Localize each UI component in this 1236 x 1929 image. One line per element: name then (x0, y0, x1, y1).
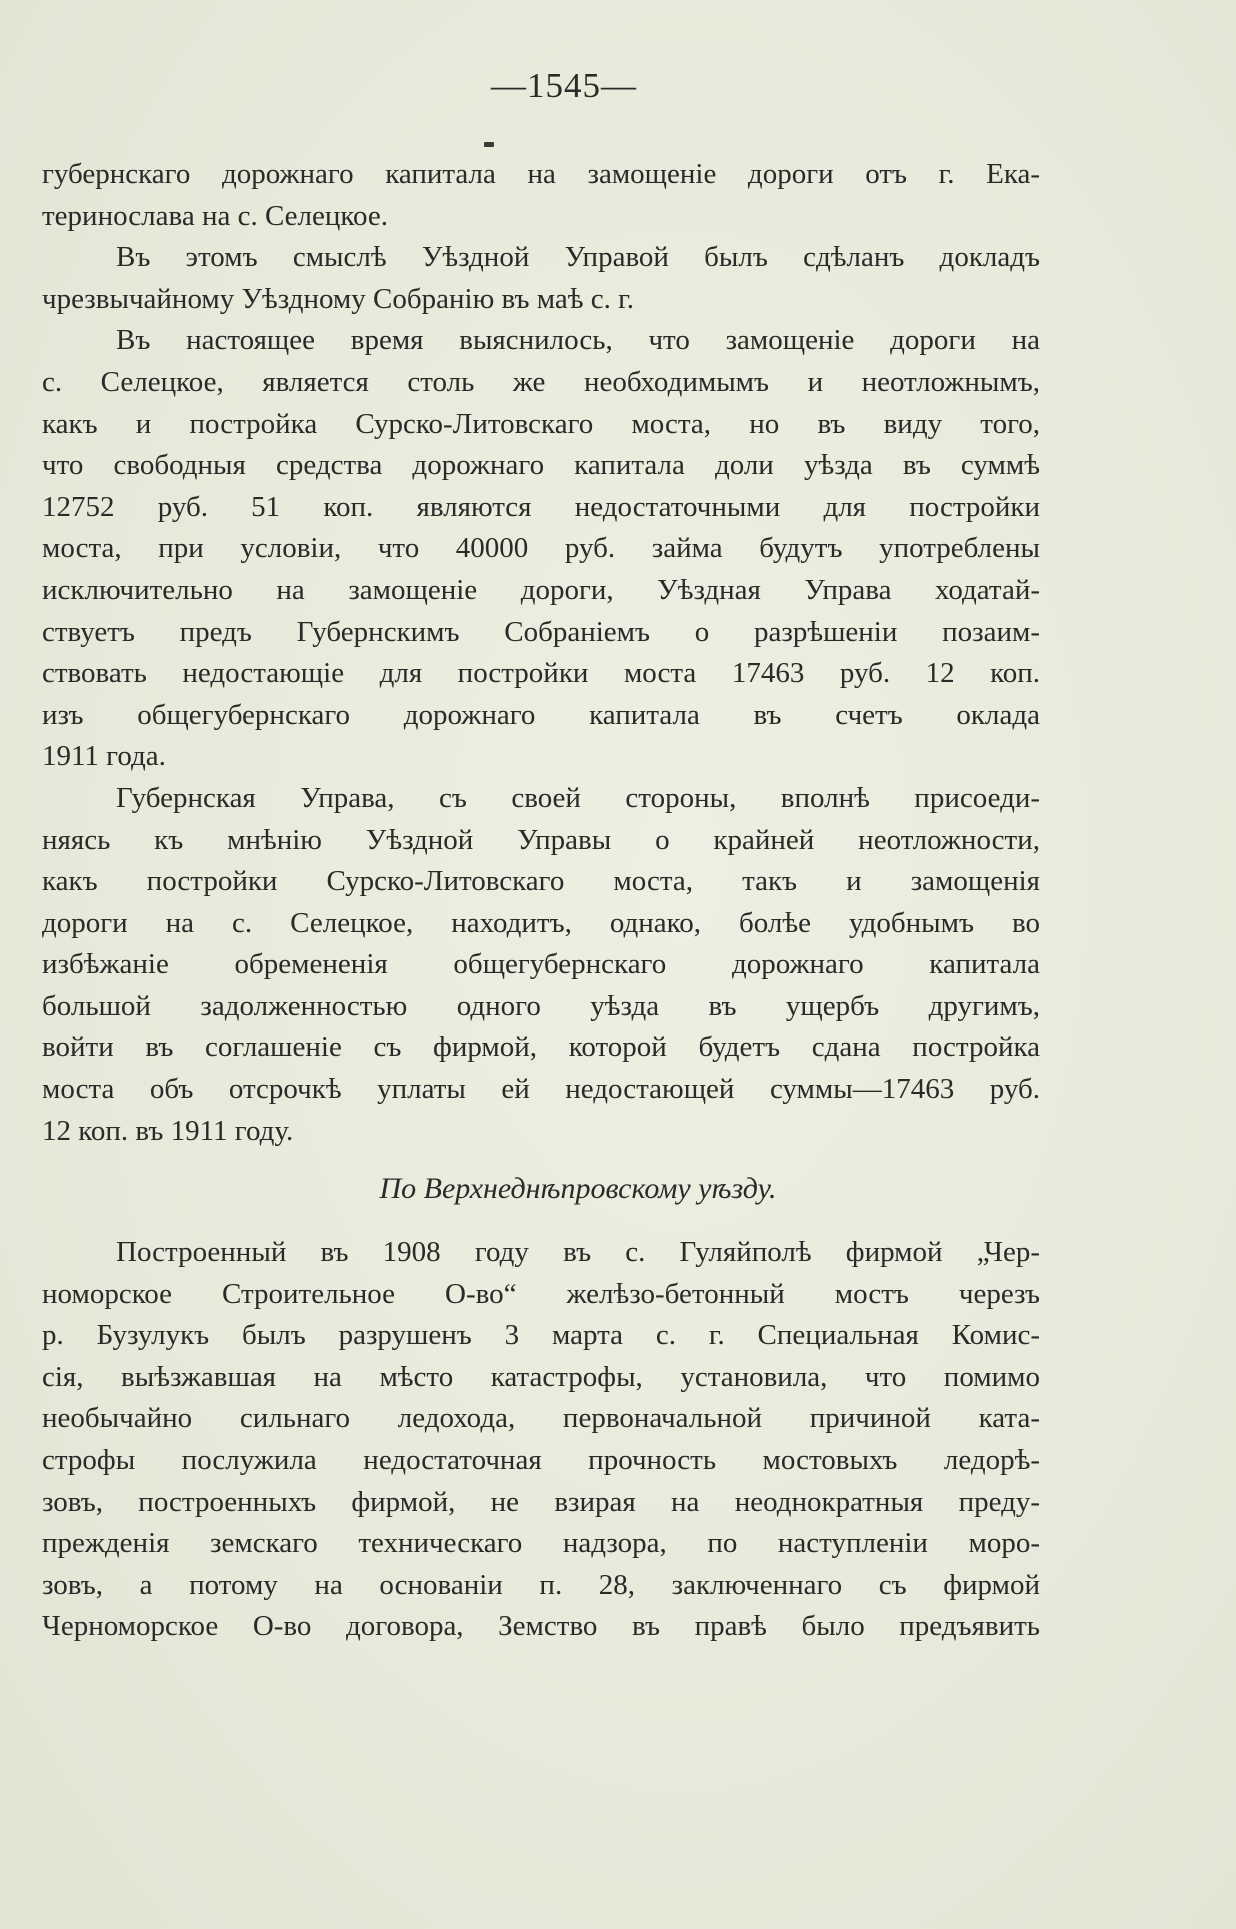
text-line: ствуетъ предъ Губернскимъ Собраніемъ о разрѣшеніи позаим- (42, 615, 1040, 648)
text-line: Въ настоящее время выяснилось, что замощеніе дороги на (116, 324, 1040, 357)
text-line: Черноморское О-во договора, Земство въ правѣ было предъявить (42, 1610, 1040, 1643)
text-line: чрезвычайному Уѣздному Собранію въ маѣ с. г. (42, 282, 634, 315)
text-line: какъ и постройка Сурско-Литовскаго моста, но въ виду того, (42, 407, 1040, 440)
text-line: дороги на с. Селецкое, находитъ, однако, болѣе удобнымъ во (42, 906, 1040, 939)
text-line: номорское Строительное О-во“ желѣзо-бетонный мостъ черезъ (42, 1277, 1040, 1310)
text-line: войти въ соглашеніе съ фирмой, которой будетъ сдана постройка (42, 1031, 1040, 1064)
text-line: необычайно сильнаго ледохода, первоначальной причиной ката- (42, 1402, 1040, 1435)
text-line: р. Бузулукъ былъ разрушенъ 3 марта с. г. Специальная Комис- (42, 1319, 1040, 1352)
text-line: 1911 года. (42, 740, 166, 773)
text-line: исключительно на замощеніе дороги, Уѣздная Управа ходатай- (42, 573, 1040, 606)
text-line: строфы послужила недостаточная прочность мостовыхъ ледорѣ- (42, 1443, 1040, 1476)
text-line: Въ этомъ смыслѣ Уѣздной Управой былъ сдѣланъ докладъ (116, 241, 1040, 274)
text-block-2 (42, 1232, 1040, 1648)
text-line: губернскаго дорожнаго капитала на замощеніе дороги отъ г. Ека- (42, 158, 1040, 190)
text-line: какъ постройки Сурско-Литовскаго моста, такъ и замощенія (42, 865, 1040, 898)
text-line: Построенный въ 1908 году въ с. Гуляйполѣ фирмой „Чер- (116, 1236, 1040, 1268)
text-line: Губернская Управа, съ своей стороны, вполнѣ присоеди- (116, 781, 1040, 814)
text-line: большой задолженностью одного уѣзда въ ущербъ другимъ, (42, 989, 1040, 1022)
text-line: избѣжаніе обремененія общегубернскаго дорожнаго капитала (42, 948, 1040, 981)
text-line: моста, при условіи, что 40000 руб. займа будутъ употреблены (42, 532, 1040, 565)
text-line: 12752 руб. 51 коп. являются недостаточными для постройки (42, 490, 1040, 523)
text-line: что свободныя средства дорожнаго капитала доли уѣзда въ суммѣ (42, 449, 1040, 482)
text-line: прежденія земскаго техническаго надзора, по наступленіи моро- (42, 1527, 1040, 1560)
text-line: сія, выѣзжавшая на мѣсто катастрофы, установила, что помимо (42, 1360, 1040, 1393)
text-line: моста объ отсрочкѣ уплаты ей недостающей суммы—17463 руб. (42, 1073, 1040, 1106)
text-line: с. Селецкое, является столь же необходимымъ и неотложнымъ, (42, 365, 1040, 398)
text-line: зовъ, построенныхъ фирмой, не взирая на неоднократныя преду- (42, 1485, 1040, 1518)
page-number: —1545— (491, 66, 637, 105)
text-line: ствовать недостающіе для постройки моста 17463 руб. 12 коп. (42, 657, 1040, 690)
text-block-1 (42, 154, 1040, 1152)
text-line: теринослава на с. Селецкое. (42, 199, 388, 232)
ink-mark (484, 142, 494, 147)
text-line: зовъ, а потому на основаніи п. 28, заключеннаго съ фирмой (42, 1568, 1040, 1601)
text-line: няясь къ мнѣнію Уѣздной Управы о крайней неотложности, (42, 823, 1040, 856)
text-line: изъ общегубернскаго дорожнаго капитала въ счетъ оклада (42, 698, 1040, 731)
section-heading: По Верхнеднѣпровскому уѣзду. (379, 1172, 777, 1205)
text-line: 12 коп. въ 1911 году. (42, 1114, 294, 1147)
